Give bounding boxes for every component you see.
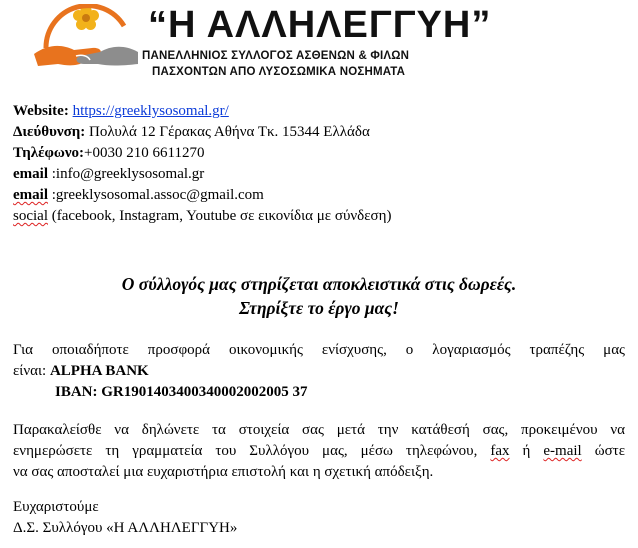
request-line2-a: ενημερώσετε τη γραμματεία του Συλλόγου μας, μέσω τηλεφώνου, — [13, 443, 478, 459]
confirmation-request-paragraph — [13, 420, 625, 483]
board-signature: Δ.Σ. Συλλόγου «Η ΑΛΛΗΛΕΓΓΥΗ» — [13, 520, 238, 536]
request-line2-c: ώστε — [594, 443, 626, 459]
email-word: e-mail — [543, 443, 582, 459]
address-label: Διεύθυνση: — [13, 124, 86, 140]
email1-line — [13, 164, 391, 185]
request-line2-b: ή — [522, 443, 531, 459]
email1-value: :info@greeklysosomal.gr — [51, 166, 205, 182]
donation-appeal — [0, 272, 638, 320]
phone-label: Τηλέφωνο: — [13, 145, 85, 161]
logo-title: “Η ΑΛΛΗΛΕΓΓΥΗ” — [148, 4, 492, 46]
email2-value: :greeklysosomal.assoc@gmail.com — [51, 187, 264, 203]
phone-line — [13, 143, 391, 164]
phone-value: +0030 210 6611270 — [84, 145, 205, 161]
request-line3: να σας αποσταλεί μια ευχαριστήρια επιστολή και η σχετική απόδειξη. — [13, 464, 434, 480]
appeal-line1: Ο σύλλογός μας στηρίζεται αποκλειστικά στις δωρεές. — [121, 274, 517, 294]
website-line — [13, 101, 391, 122]
address-value: Πολυλά 12 Γέρακας Αθήνα Τκ. 15344 Ελλάδα — [89, 124, 370, 140]
bank-name: ALPHA BANK — [49, 363, 149, 379]
thanks-text: Ευχαριστούμε — [13, 499, 99, 515]
email2-label: email — [13, 187, 48, 203]
request-line1: Παρακαλείσθε να δηλώνετε τα στοιχεία σας μετά την κατάθεσή σας, προκειμένου να — [13, 422, 625, 438]
bank-text-line2 — [13, 361, 625, 382]
website-label: Website: — [13, 103, 69, 119]
association-logo — [28, 4, 628, 86]
logo-subtitle-line2: ΠΑΣΧΟΝΤΩΝ ΑΠΟ ΛΥΣΟΣΩΜΙΚΑ ΝΟΣΗΜΑΤΑ — [152, 66, 406, 78]
social-value: (facebook, Instagram, Youtube σε εικονίδια με σύνδεση) — [51, 208, 392, 224]
contact-block — [13, 101, 391, 227]
appeal-line2: Στηρίξτε το έργο μας! — [239, 298, 399, 318]
social-line — [13, 206, 391, 227]
fax-word: fax — [490, 443, 510, 459]
social-label: social — [13, 208, 48, 224]
request-line2 — [13, 441, 625, 462]
bank-account-paragraph — [13, 340, 625, 403]
bank-text-line1: Για οποιαδήποτε προσφορά οικονομικής ενίσχυσης, ο λογαριασμός τραπέζης μας — [13, 342, 625, 358]
email1-label: email — [13, 166, 48, 182]
bank-text-prefix: είναι: — [13, 363, 47, 379]
address-line — [13, 122, 391, 143]
email2-line — [13, 185, 391, 206]
website-link[interactable]: https://greeklysosomal.gr/ — [72, 103, 229, 119]
logo-subtitle-line1: ΠΑΝΕΛΛΗΝΙΟΣ ΣΥΛΛΟΓΟΣ ΑΣΘΕΝΩΝ & ΦΙΛΩΝ — [142, 50, 410, 62]
iban-number: IBAN: GR1901403400340002002005 37 — [55, 384, 308, 400]
signature-block — [13, 497, 237, 539]
handshake-with-flower-icon — [28, 4, 148, 86]
